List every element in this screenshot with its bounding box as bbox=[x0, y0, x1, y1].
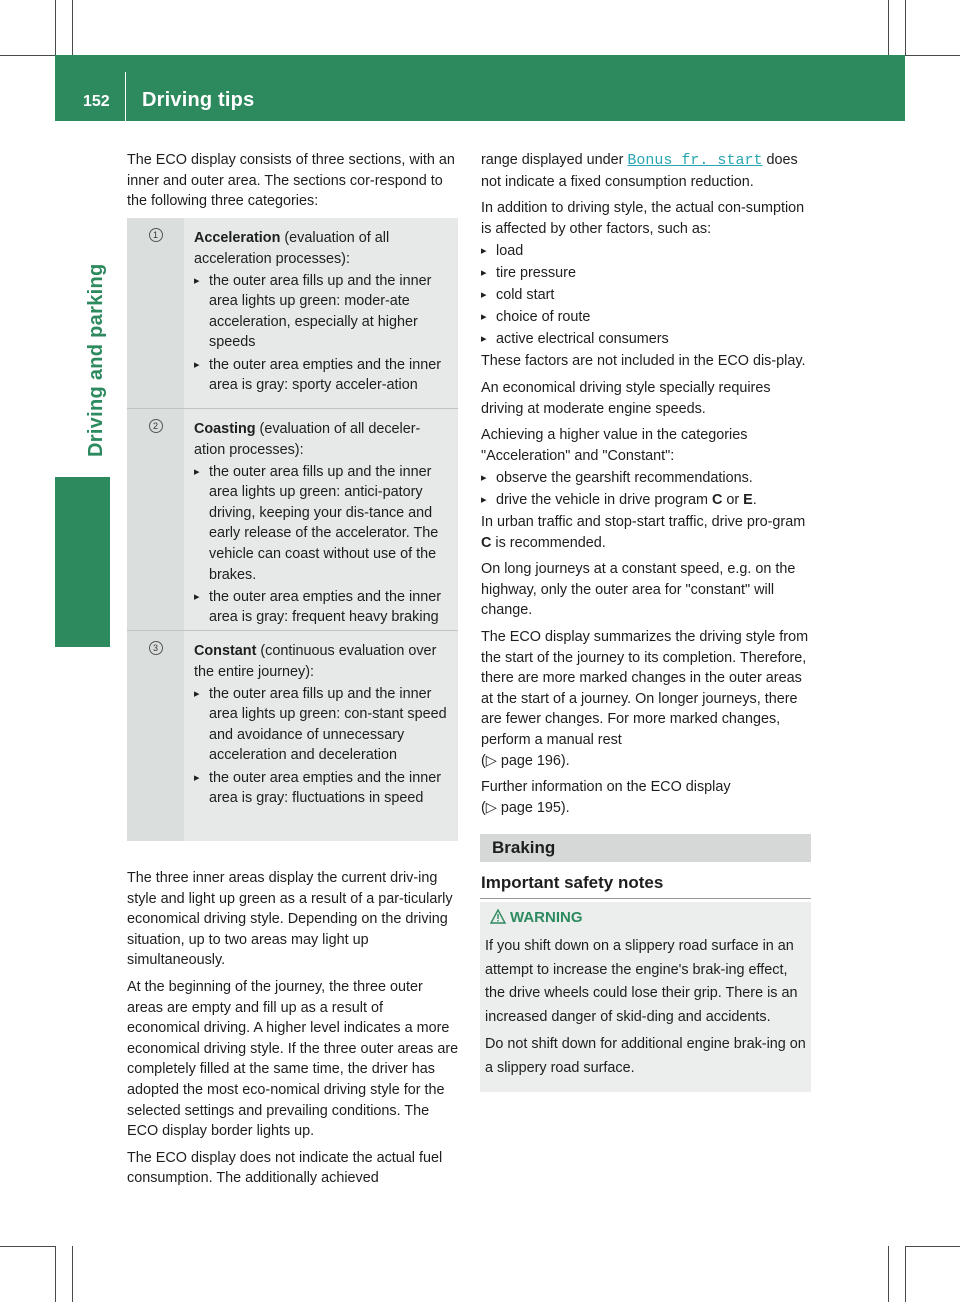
category-row-constant bbox=[127, 631, 458, 841]
paragraph: range displayed under Bonus fr. start does not indicate a fixed consumption reduction. bbox=[481, 152, 798, 190]
left-column-lower bbox=[127, 868, 459, 1189]
warning-header bbox=[490, 908, 583, 928]
header-divider bbox=[125, 72, 126, 121]
category-title: Constant bbox=[194, 643, 257, 659]
paragraph: At the beginning of the journey, the three outer areas are empty and fill up as a result of economical driving. A higher level indicates a more economical driving style. If the three outer areas are completely filled at the same time, the driver has adopted the most eco-nomical driving style for the selected settings and prevailing conditions. The ECO display border lights up. bbox=[127, 978, 459, 1140]
crop-mark bbox=[55, 1246, 56, 1302]
list-item: ▸ the outer area fills up and the inner area lights up green: moder-ate acceleration, especially at higher speeds bbox=[194, 271, 450, 353]
heading-rule bbox=[480, 898, 811, 899]
braking-heading: Braking bbox=[492, 838, 556, 857]
left-column bbox=[127, 150, 459, 212]
paragraph: The ECO display summarizes the driving style from the start of the journey to its completion. Therefore, there are more marked changes in the outer areas at the start of a journey. On longer journeys, there are fewer changes. For more marked changes, perform a manual rest bbox=[481, 628, 809, 748]
list-item: ▸ the outer area fills up and the inner area lights up green: con-stant speed and avoidance of unnecessary acceleration and deceleration bbox=[194, 684, 450, 766]
section-title: Driving tips bbox=[142, 89, 255, 111]
paragraph: The ECO display does not indicate the actual fuel consumption. The additionally achieved bbox=[127, 1149, 443, 1187]
list-item: ▸ load bbox=[481, 241, 813, 262]
bonus-display-text: Bonus fr. start bbox=[627, 152, 763, 169]
paragraph: If you shift down on a slippery road surface in an attempt to increase the engine's brak-ing effect, the drive wheels could lose their grip. There is an increased danger of skid-ding and accidents. bbox=[485, 938, 798, 1025]
crop-mark bbox=[905, 55, 960, 56]
category-description: (evaluation of all acceleration processes): bbox=[194, 230, 390, 267]
list-item: ▸ the outer area empties and the inner area is gray: sporty acceler-ation bbox=[194, 355, 450, 396]
circled-number-2-icon: 2 bbox=[149, 419, 163, 433]
list-item: ▸ drive the vehicle in drive program C or E. bbox=[481, 490, 813, 511]
paragraph: These factors are not included in the ECO dis-play. bbox=[481, 353, 806, 370]
right-column bbox=[481, 150, 813, 818]
warning-triangle-icon bbox=[490, 909, 506, 924]
crop-mark bbox=[905, 1246, 960, 1247]
paragraph: Further information on the ECO display bbox=[481, 779, 731, 796]
circled-number-1-icon: 1 bbox=[149, 228, 163, 242]
paragraph: In urban traffic and stop-start traffic, drive pro-gram C is recommended. bbox=[481, 514, 806, 551]
warning-text bbox=[485, 935, 807, 1084]
list-item: ▸ choice of route bbox=[481, 307, 813, 328]
category-description: (continuous evaluation over the entire journey): bbox=[194, 643, 437, 680]
page-reference-link[interactable]: (▷ page 195). bbox=[481, 799, 570, 816]
crop-mark bbox=[72, 1246, 73, 1302]
page-reference-link[interactable]: (▷ page 196). bbox=[481, 752, 570, 769]
factor-list bbox=[481, 241, 813, 350]
list-item: ▸ observe the gearshift recommendations. bbox=[481, 468, 813, 489]
category-bullets bbox=[194, 684, 450, 809]
crop-mark bbox=[0, 1246, 55, 1247]
paragraph: The three inner areas display the current driv-ing style and light up green as a result of a par-ticularly economical driving style. Depending on the driving situation, up to two areas may light up simultaneously. bbox=[127, 870, 453, 969]
crop-mark bbox=[905, 0, 906, 55]
crop-mark bbox=[905, 1246, 906, 1302]
category-row-acceleration bbox=[127, 218, 458, 409]
crop-mark bbox=[0, 55, 55, 56]
tip-list bbox=[481, 468, 813, 511]
circled-number-3-icon: 3 bbox=[149, 641, 163, 655]
category-row-coasting bbox=[127, 409, 458, 631]
category-description: (evaluation of all deceler-ation processes): bbox=[194, 421, 421, 458]
crop-mark bbox=[55, 0, 56, 55]
paragraph: On long journeys at a constant speed, e.g. on the highway, only the outer area for "constant" will change. bbox=[481, 561, 796, 619]
safety-notes-heading: Important safety notes bbox=[481, 873, 664, 892]
crop-mark bbox=[72, 0, 73, 55]
category-title: Acceleration bbox=[194, 230, 281, 246]
crop-mark bbox=[888, 1246, 889, 1302]
list-item: ▸ active electrical consumers bbox=[481, 329, 813, 350]
paragraph: In addition to driving style, the actual con-sumption is affected by other factors, such as: bbox=[481, 200, 805, 237]
list-item: ▸ the outer area empties and the inner area is gray: frequent heavy braking bbox=[194, 587, 450, 628]
crop-mark bbox=[888, 0, 889, 55]
intro-paragraph: The ECO display consists of three sections, with an inner and outer area. The sections cor-respond to the following three categories: bbox=[127, 152, 455, 210]
paragraph: An economical driving style specially requires driving at moderate engine speeds. bbox=[481, 379, 771, 417]
category-bullets bbox=[194, 462, 450, 628]
category-table bbox=[127, 218, 458, 841]
list-item: ▸ tire pressure bbox=[481, 263, 813, 284]
side-tab-marker bbox=[55, 477, 110, 647]
list-item: ▸ cold start bbox=[481, 285, 813, 306]
paragraph: Achieving a higher value in the categories "Acceleration" and "Constant": bbox=[481, 427, 748, 464]
list-item: ▸ the outer area empties and the inner area is gray: fluctuations in speed bbox=[194, 768, 450, 809]
category-title: Coasting bbox=[194, 421, 256, 437]
page-number: 152 bbox=[83, 93, 110, 110]
category-bullets bbox=[194, 271, 450, 396]
list-item: ▸ the outer area fills up and the inner area lights up green: antici-patory driving, keeping your dis-tance and early release of the accelerator. The vehicle can coast without use of the brakes. bbox=[194, 462, 450, 586]
side-tab-label: Driving and parking bbox=[85, 263, 107, 457]
warning-label: WARNING bbox=[510, 909, 583, 926]
paragraph: Do not shift down for additional engine brak-ing on a slippery road surface. bbox=[485, 1036, 806, 1076]
